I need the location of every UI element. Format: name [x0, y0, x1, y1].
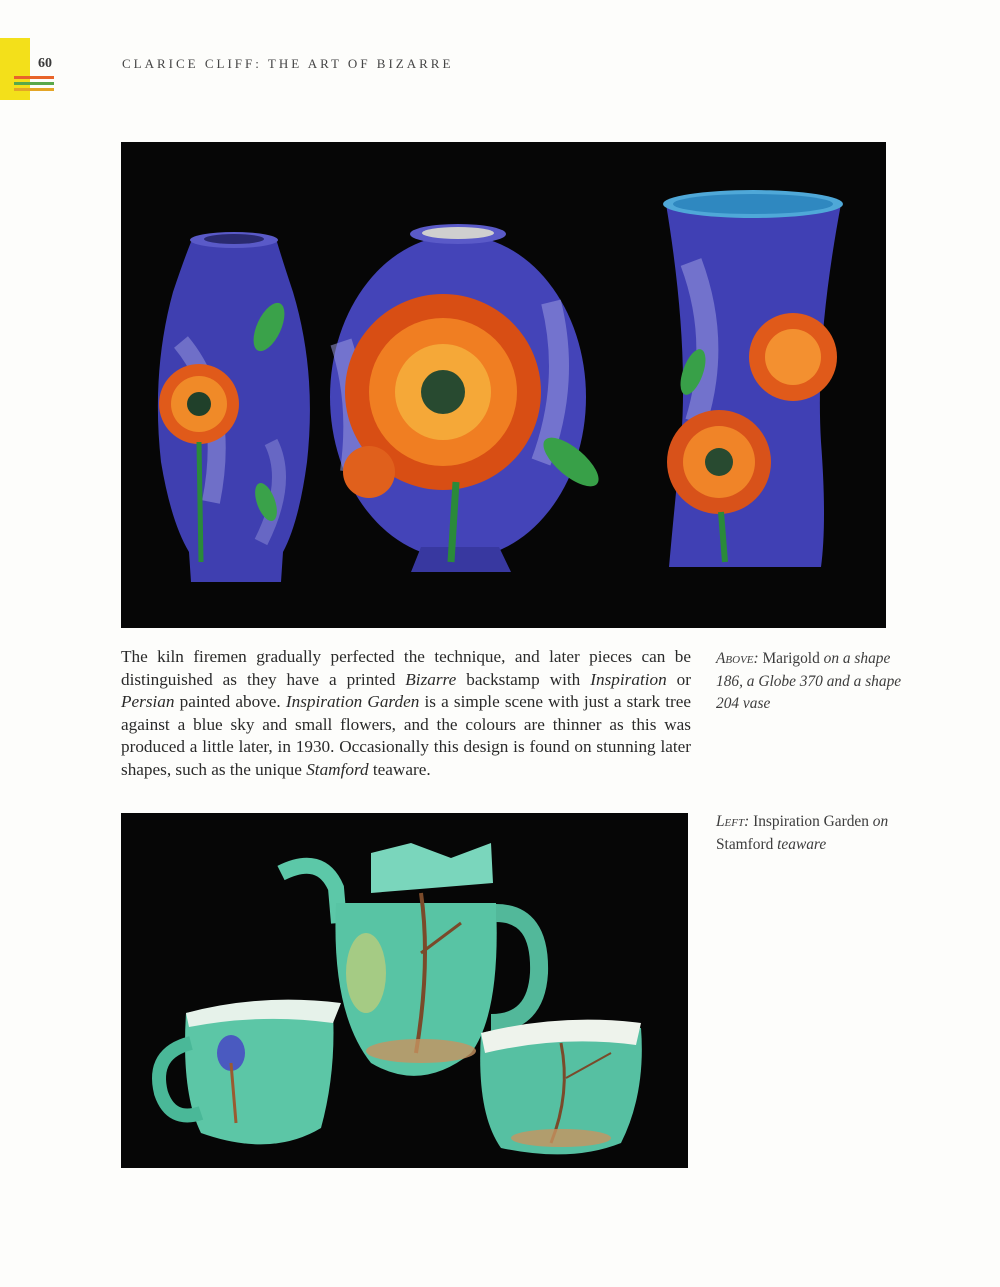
- caption-lead: Left:: [716, 813, 750, 830]
- inspiration-garden-teaware-photo: [121, 813, 688, 1168]
- running-head: CLARICE CLIFF: THE ART OF BIZARRE: [122, 56, 454, 71]
- body-text: is a simple scene with just a stark tree against a blue sky and small flowers, and the colours are thinner as this was produced a little later, in 1930. Occasionally this design is found on stunning later shapes, such as the unique: [121, 692, 691, 779]
- italic-term: Persian: [121, 692, 175, 712]
- caption-design-name: Marigold: [762, 650, 820, 667]
- caption-above: [716, 648, 906, 716]
- shape-204-vase: [663, 190, 843, 567]
- body-text: teaware.: [368, 759, 431, 779]
- caption-text: on a shape 186, a Globe 370 and a shape 204 vase: [716, 650, 902, 712]
- color-stripes: [14, 76, 54, 94]
- page-number: 60: [38, 56, 52, 71]
- caption-design-name: Inspiration Garden: [753, 813, 869, 830]
- stripe-green: [14, 82, 54, 85]
- stamford-sugar-bowl: [480, 1020, 642, 1155]
- marigold-vases-photo: [121, 142, 886, 628]
- body-paragraph: [121, 646, 691, 782]
- caption-text: teaware: [777, 835, 827, 853]
- stripe-orange: [14, 76, 54, 79]
- body-text: The kiln firemen gradually perfected the technique, and later pieces can be distinguished as they have a printed: [121, 647, 691, 689]
- italic-term: Stamford: [306, 759, 369, 779]
- body-text: backstamp with: [456, 669, 591, 689]
- caption-left: [716, 811, 906, 856]
- italic-term: Inspiration: [590, 669, 667, 689]
- italic-term: Bizarre: [405, 669, 457, 689]
- caption-shape-name: Stamford: [716, 835, 774, 853]
- stripe-gold: [14, 88, 54, 91]
- caption-lead: Above:: [716, 650, 759, 667]
- body-text: or: [666, 669, 691, 689]
- italic-term: Inspiration Garden: [285, 692, 420, 712]
- caption-text: on: [872, 813, 889, 830]
- body-text: painted above.: [174, 692, 286, 712]
- shape-186-vase: [158, 232, 310, 582]
